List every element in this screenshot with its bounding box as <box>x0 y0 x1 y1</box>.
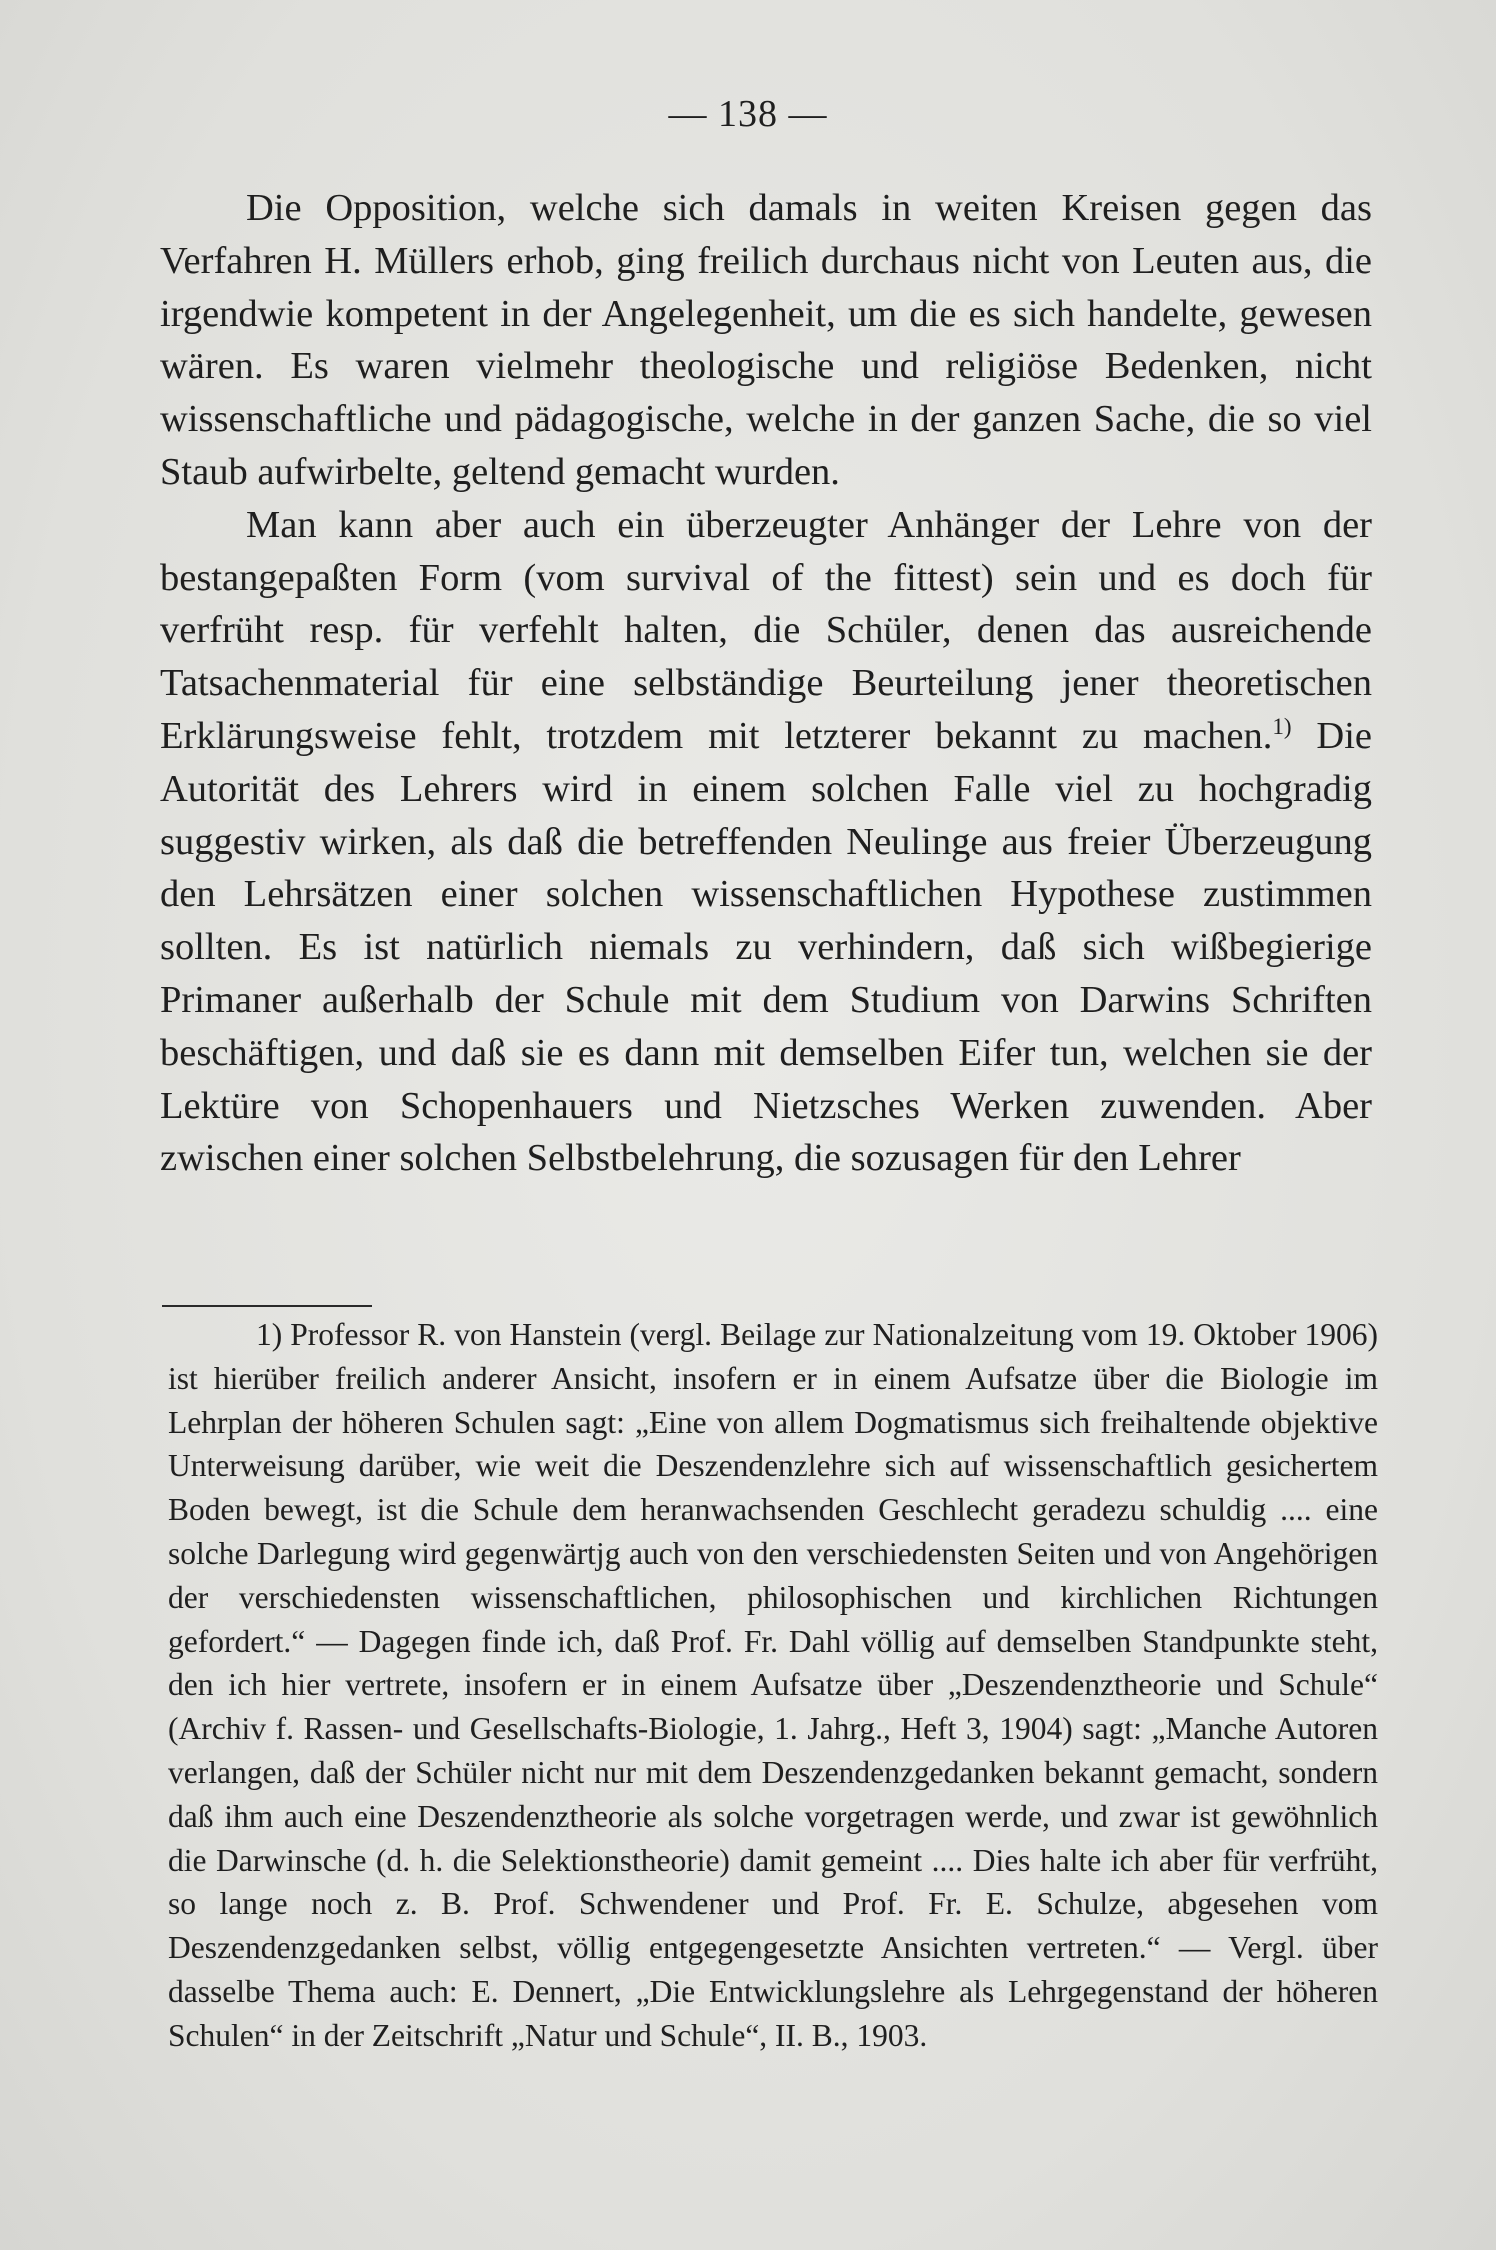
paragraph-anhaenger-text: Man kann aber auch ein überzeugter Anhänger der Lehre von der bestangepaßten Form (vom survival of the fittest) sein und es doch für verfrüht resp. für verfehlt halten, die Schüler, denen das ausreichende Tatsachenmaterial für eine selbständige Beurteilung jener theoretischen Erklärungsweise fehlt, trotzdem mit letzterer bekannt zu machen. <box>160 503 1372 757</box>
paragraph-anhaenger-continuation: Die Autorität des Lehrers wird in einem solchen Falle viel zu hochgradig suggestiv wirken, als daß die betreffenden Neulinge aus freier Überzeugung den Lehrsätzen einer solchen wissenschaftlichen Hypothese zustimmen sollten. Es ist natürlich niemals zu verhindern, daß sich wißbegierige Primaner außerhalb der Schule mit dem Studium von Darwins Schriften beschäftigen, und daß sie es dann mit demselben Eifer tun, welchen sie der Lektüre von Schopenhauers und Nietzsches Werken zuwenden. Aber zwischen einer solchen Selbstbelehrung, die sozusagen für den Lehrer <box>160 714 1372 1180</box>
footnote-section <box>168 1313 1378 2058</box>
footnote-reference: 1) <box>1272 713 1292 740</box>
main-body-text <box>160 182 1372 1185</box>
paragraph-opposition: Die Opposition, welche sich damals in weiten Kreisen gegen das Verfahren H. Müllers erhob, ging freilich durchaus nicht von Leuten aus, die irgendwie kompetent in der Angelegenheit, um die es sich handelte, gewesen wären. Es waren vielmehr theologische und religiöse Bedenken, nicht wissenschaftliche und pädagogische, welche in der ganzen Sache, die so viel Staub aufwirbelte, geltend gemacht wurden. <box>160 187 1372 493</box>
footnote-separator <box>162 1305 372 1307</box>
footnote-1: 1) Professor R. von Hanstein (vergl. Beilage zur Nationalzeitung vom 19. Oktober 1906) ist hierüber freilich anderer Ansicht, insofern er in einem Aufsatze über die Biologie im Lehrplan der höheren Schulen sagt: „Eine von allem Dogmatismus sich freihaltende objektive Unterweisung darüber, wie weit die Deszendenzlehre sich auf wissenschaftlich gesichertem Boden bewegt, ist die Schule dem heranwachsenden Geschlecht geradezu schuldig .... eine solche Darlegung wird gegenwärtjg auch von den verschiedensten Seiten und von Angehörigen der verschiedensten wissenschaftlichen, philosophischen und kirchlichen Richtungen gefordert.“ — Dagegen finde ich, daß Prof. Fr. Dahl völlig auf demselben Standpunkte steht, den ich hier vertrete, insofern er in einem Aufsatze über „Deszendenztheorie und Schule“ (Archiv f. Rassen- und Gesellschafts-Biologie, 1. Jahrg., Heft 3, 1904) sagt: „Manche Autoren verlangen, daß der Schüler nicht nur mit dem Deszendenzgedanken bekannt gemacht, sondern daß ihm auch eine Deszendenztheorie als solche vorgetragen werde, und zwar ist gewöhnlich die Darwinsche (d. h. die Selektionstheorie) damit gemeint .... Dies halte ich aber für verfrüht, so lange noch z. B. Prof. Schwendener und Prof. Fr. E. Schulze, abgesehen vom Deszendenzgedanken selbst, völlig entgegengesetzte Ansichten vertreten.“ — Vergl. über dasselbe Thema auch: E. Dennert, „Die Entwicklungslehre als Lehrgegenstand der höheren Schulen“ in der Zeitschrift „Natur und Schule“, II. B., 1903. <box>168 1317 1378 2053</box>
paragraph-anhaenger <box>160 499 1372 1185</box>
page-number: — 138 — <box>668 93 828 135</box>
